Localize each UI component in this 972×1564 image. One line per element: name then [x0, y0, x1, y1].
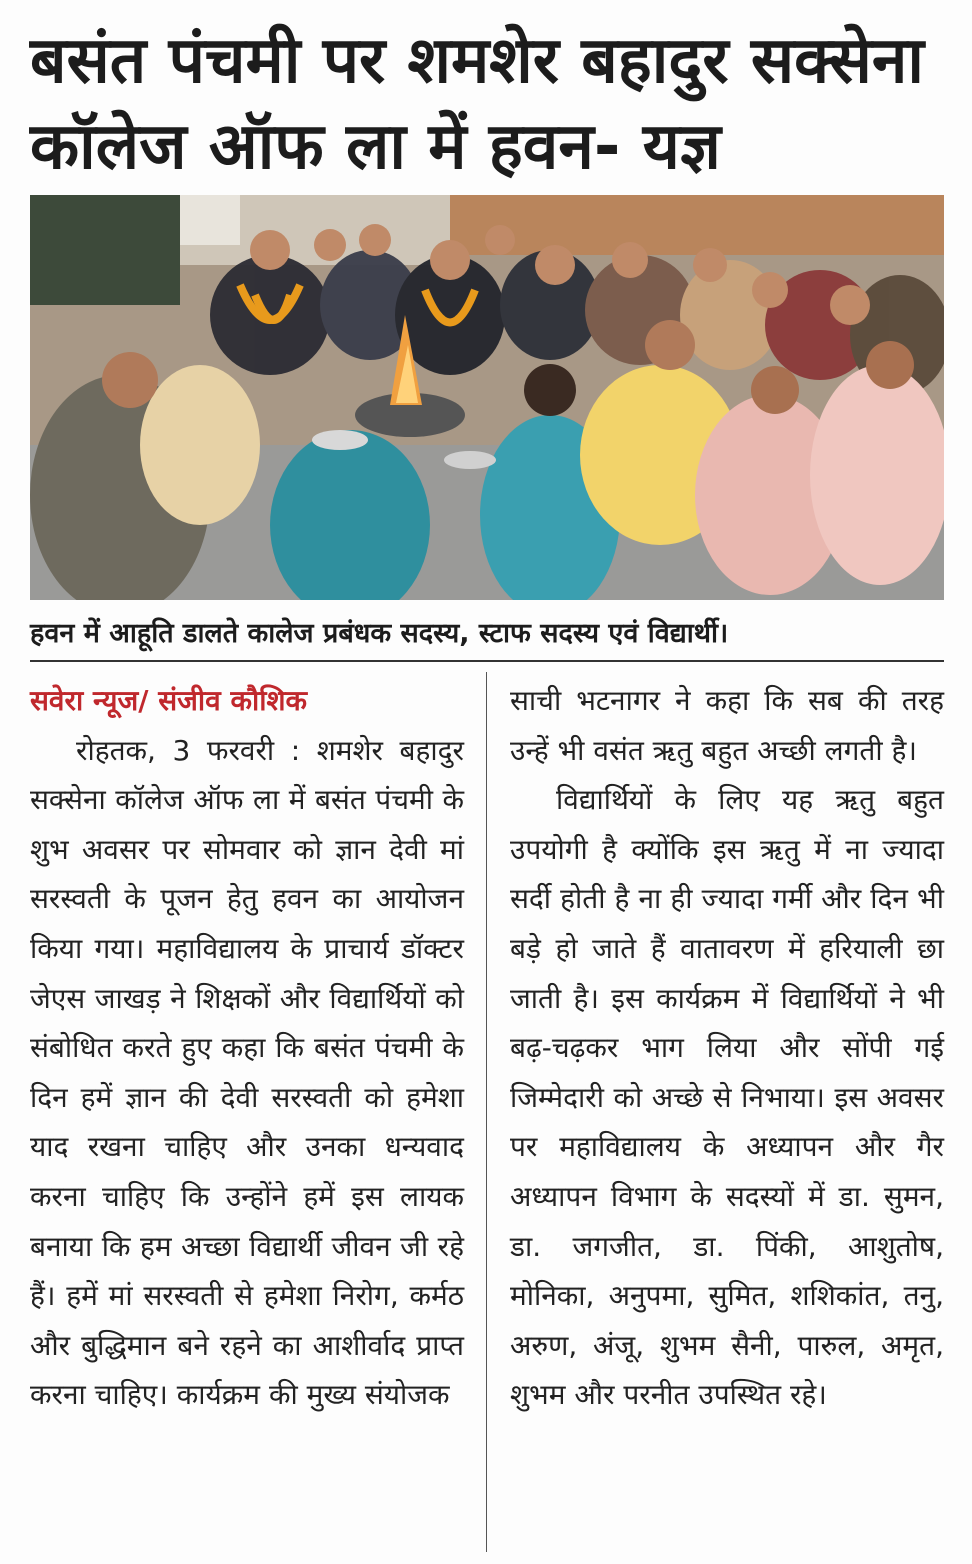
article-column-left	[30, 676, 464, 1420]
column-divider	[486, 672, 487, 1552]
byline: सवेरा न्यूज/ संजीव कौशिक	[30, 684, 308, 717]
article-paragraph-2: साची भटनागर ने कहा कि सब की तरह उन्हें भी वसंत ऋतु बहुत अच्छी लगती है।	[510, 684, 944, 767]
havan-group-photo	[30, 195, 944, 600]
headline-line-1: बसंत पंचमी पर शमशेर बहादुर सक्सेना	[30, 24, 924, 98]
article-column-right	[510, 676, 944, 1420]
article-paragraph-3: विद्यार्थियों के लिए यह ऋतु बहुत उपयोगी है क्योंकि इस ऋतु में ना ज्यादा सर्दी होती है ना ही ज्यादा गर्मी और दिन भी बड़े हो जाते हैं वातावरण में हरियाली छा जाती है। इस कार्यक्रम में विद्यार्थियों ने भी बढ़-चढ़कर भाग लिया और सोंपी गई जिम्मेदारी को अच्छे से निभाया। इस अवसर पर महाविद्यालय के अध्यापन और गैर अध्यापन विभाग के सदस्यों में डा. सुमन, डा. जगजीत, डा. पिंकी, आशुतोष, मोनिका, अनुपमा, सुमित, शशिकांत, तनु, अरुण, अंजू, शुभम सैनी, पारुल, अमृत, शुभम और परनीत उपस्थित रहे।	[510, 783, 944, 1412]
headline	[30, 18, 950, 190]
caption-divider	[30, 660, 944, 662]
headline-line-2: कॉलेज ऑफ ला में हवन- यज्ञ	[30, 110, 721, 184]
photo-caption: हवन में आहूति डालते कालेज प्रबंधक सदस्य, स्टाफ सदस्य एवं विद्यार्थी।	[30, 618, 729, 649]
article-paragraph-1: रोहतक, 3 फरवरी : शमशेर बहादुर सक्सेना कॉलेज ऑफ ला में बसंत पंचमी के शुभ अवसर पर सोमवार को ज्ञान देवी मां सरस्वती के पूजन हेतु हवन का आयोजन किया गया। महाविद्यालय के प्राचार्य डॉक्टर जेएस जाखड़ ने शिक्षकों और विद्यार्थियों को संबोधित करते हुए कहा कि बसंत पंचमी के दिन हमें ज्ञान की देवी सरस्वती को हमेशा याद रखना चाहिए और उनका धन्यवाद करना चाहिए कि उन्होंने हमें इस लायक बनाया कि हम अच्छा विद्यार्थी जीवन जी रहे हैं। हमें मां सरस्वती से हमेशा निरोग, कर्मठ और बुद्धिमान बने रहने का आशीर्वाद प्राप्त करना चाहिए। कार्यक्रम की मुख्य संयोजक	[30, 733, 464, 1412]
